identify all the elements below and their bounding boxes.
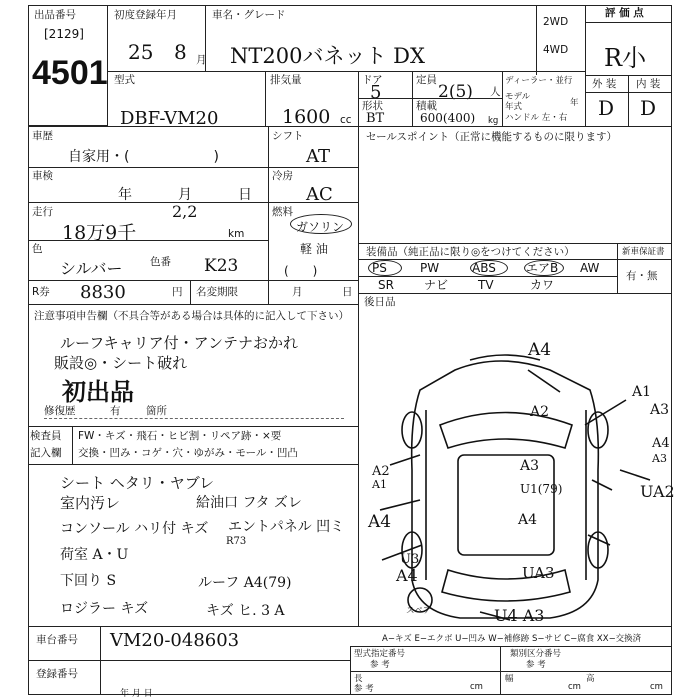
mark-a3-mid: A3 [520,458,540,474]
recycle-value: 8830 [80,282,126,303]
color-label: 色 [32,243,43,255]
fuel-label: 燃料 [272,206,293,218]
inspector-note: コンソール ハリ付 キズ [60,521,209,537]
equipment-item-row1-4: AW [580,261,600,275]
category-label: 類別区分番号 [510,649,562,659]
shape-value: BT [366,111,385,126]
recycle-label: R券 [32,286,50,298]
ac-label: 冷房 [272,170,293,182]
lot-sub: [2129] [44,27,84,41]
chassis-value: VM20-048603 [110,630,240,651]
car-name-value: NT200バネット DX [230,44,425,68]
equipment-item-row1-3: エアB [526,261,559,275]
color-value: シルバー [60,259,123,278]
inspector-note: 給油口 フタ ズレ [196,495,302,511]
airbag-circle [524,260,564,276]
dealer-label: ディーラー・並行 [505,76,573,86]
model-label: 型式 [114,74,135,86]
history-value: 自家用・( ) [68,149,219,165]
ac-value: AC [306,184,333,205]
ext-label: 外 装 [592,78,617,90]
mark-ua3: UA3 [522,564,555,582]
shaken-label: 車検 [32,170,53,182]
mark-a4-bottom-left: A4 [396,566,418,585]
spare-label: スペア [406,606,432,616]
capacity-value: 2(5) [438,82,473,102]
title-change-label: 名変期限 [196,286,238,298]
equipment-item-row2-1: ナビ [424,278,449,292]
mark-u4-a3: U4 A3 [494,606,545,625]
mark-a2: A2 [530,404,550,420]
mark-a1: A1 [632,384,652,400]
inspector-legend1: FW・キズ・飛石・ヒビ割・リペア跡・×要 [78,430,282,442]
rating-label: 評 価 点 [605,7,644,19]
mark-a2-left: A2 [372,464,390,479]
equipment-title: 装備品（純正品に限り◎をつけてください） [366,246,575,258]
shift-label: シフト [272,130,304,142]
handle-label: ハンドル 左・右 [505,113,568,123]
displacement-value: 1600 [282,106,331,128]
shape-label: 形状 [362,100,383,112]
capacity-label: 定員 [416,74,437,86]
lot-number: 4501 [32,54,108,92]
warranty-label: 新車保証書 [622,247,665,257]
inspector-note: R73 [226,536,247,547]
equipment-item-row2-0: SR [378,278,394,292]
doors-label: ドア [362,74,383,86]
inspector-note: ロジラー キズ [60,601,149,617]
int-label: 内 装 [636,78,661,90]
load-value: 600(400) [420,111,476,125]
model-year-label: モデル 年式 [505,92,531,112]
inspector-note: 下回り S [60,573,117,589]
mark-a4-left: A4 [368,512,392,532]
inspector-legend2: 交換・凹み・コゲ・穴・ゆがみ・モール・凹凸 [78,447,298,459]
lot-label: 出品番号 [34,9,76,21]
inspector-note: ルーフ A4(79) [198,575,292,591]
first-reg-year: 25 [128,40,154,64]
first-reg-label: 初度登録年月 [114,9,177,21]
color-no-label: 色番 [150,256,171,268]
equipment-item-row2-2: TV [478,278,494,292]
inspector-label2: 記入欄 [30,447,62,459]
rating-value: R小 [604,44,647,72]
notes-line2: 販設◎・シート破れ [54,354,188,372]
repair-label: 修復歴 [44,405,76,417]
load-label: 積載 [416,100,437,112]
ps-circle [368,260,402,276]
fuel-diesel: 軽 油 [300,242,328,256]
mileage-correction: 2,2 [172,202,198,221]
mark-a3-small: A3 [652,452,667,465]
inspector-label1: 検査員 [30,430,62,442]
notes-title: 注意事項申告欄（不具合等がある場合は具体的に記入して下さい） [34,310,349,322]
car-name-label: 車名・グレード [212,9,286,21]
fuel-gas-circle [290,214,352,234]
mark-u3: U3 [400,552,420,567]
registration-label: 登録番号 [36,668,78,680]
mark-a4-top: A4 [528,340,552,360]
mark-a3-right: A3 [650,402,670,418]
legend-text: A−キズ E−エクボ U−凹み W−補修跡 S−サビ C−腐食 XX−交換済 [382,634,642,644]
equipment-item-row1-0: PS [372,261,387,275]
inspector-note: 荷室 A・U [60,547,129,563]
first-reg-month: 8 [174,40,187,64]
equipment-item-row2-3: カワ [530,278,555,292]
displacement-label: 排気量 [270,74,302,86]
warranty-value: 有・無 [626,270,658,282]
int-value: D [640,96,657,120]
notes-line3: 初出品 [62,377,134,406]
chassis-label: 車台番号 [36,634,78,646]
mileage-value: 18万9千 [62,222,137,244]
inspector-note: シート ヘタリ・ヤブレ [60,474,215,492]
inspector-note: エントパネル 凹ミ [228,519,345,535]
abs-circle [470,260,508,276]
notes-line1: ルーフキャリア付・アンテナおかれ [60,334,299,352]
inspector-note: キズ ヒ. 3 A [206,603,285,619]
equipment-item-row1-1: PW [420,261,440,275]
mark-a4-right: A4 [652,436,670,451]
mark-u1: U1(79) [520,482,563,496]
mark-a4-mid: A4 [518,512,538,528]
type-label: 型式指定番号 [354,649,406,659]
car-diagram [360,330,670,630]
ext-value: D [598,96,615,120]
mileage-label: 走行 [32,206,53,218]
color-no-value: K23 [204,256,239,276]
inspector-note: 室内汚レ [60,494,121,512]
bottom-text: 年 月 日 [120,689,153,699]
history-label: 車歴 [32,130,53,142]
drive-4wd: 4WD [543,44,569,56]
doors-value: 5 [370,82,382,103]
mark-ua2: UA2 [640,482,675,501]
sales-title: セールスポイント（正常に機能するものに限ります） [366,131,618,143]
fuel-gas: ガソリン [296,220,345,234]
shift-value: AT [306,146,331,167]
equipment-item-row1-2: ABS [472,261,496,275]
drive-2wd: 2WD [543,16,569,28]
model-value: DBF-VM20 [120,108,219,129]
after-day-label: 後日品 [364,296,396,308]
mark-a1-left: A1 [372,478,387,491]
